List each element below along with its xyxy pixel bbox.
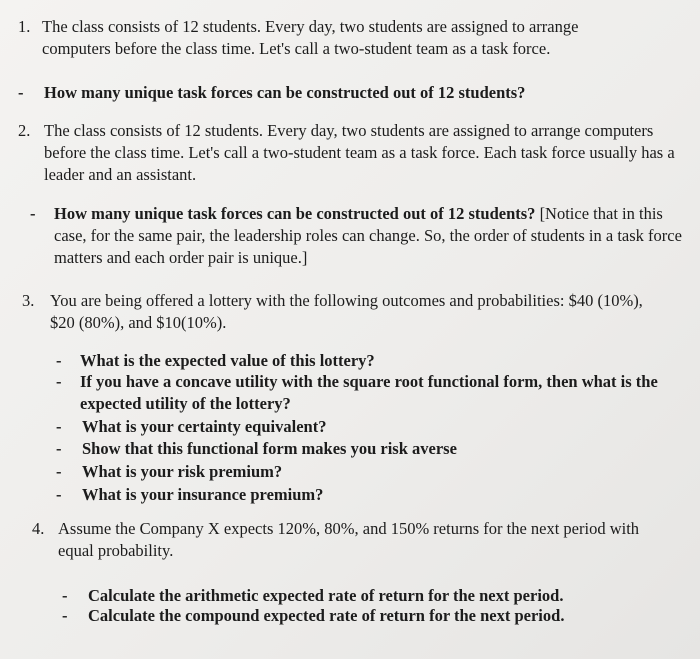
bullet-dash: - — [56, 485, 62, 504]
question-2-text: The class consists of 12 students. Every day, two students are assigned to arrange computers before the class time. Let's call a two-student team as a task force. Each task force usually has a leader and an assistant. — [44, 121, 675, 184]
question-2-bullet-1-text — [54, 203, 684, 269]
question-4-number: 4. — [32, 519, 45, 538]
bullet-dash: - — [62, 606, 68, 625]
bullet-dash: - — [56, 417, 62, 436]
question-3-bullet-5-text: What is your risk premium? — [82, 462, 283, 481]
question-3-bullet-4-text: Show that this functional form makes you risk averse — [82, 439, 457, 458]
question-1-number: 1. — [18, 17, 31, 36]
question-1-bullet-1-text: How many unique task forces can be constructed out of 12 students? — [44, 83, 526, 102]
question-2-number: 2. — [18, 121, 31, 140]
question-1 — [18, 16, 658, 62]
bullet-dash: - — [56, 439, 62, 458]
bullet-dash: - — [56, 462, 62, 481]
question-2 — [18, 120, 682, 186]
question-2-bullet-note: [Notice that in this case, for the same pair, the leadership roles can change. So, the order of students in a task force matters and each order pair is unique.] — [54, 204, 682, 267]
question-2-bullet-bold: How many unique task forces can be constructed out of 12 students? — [54, 204, 536, 223]
question-4 — [32, 518, 682, 562]
question-3-bullet-6-text: What is your insurance premium? — [82, 485, 324, 504]
bullet-dash: - — [56, 351, 62, 370]
question-4-bullet-2-text: Calculate the compound expected rate of return for the next period. — [88, 606, 565, 625]
question-3-bullet-2-text: If you have a concave utility with the square root functional form, then what is the expected utility of the lottery? — [80, 372, 658, 413]
question-3-number: 3. — [22, 291, 35, 310]
question-1-text: The class consists of 12 students. Every day, two students are assigned to arrange computers before the class time. Let's call a two-student team as a task force. — [42, 17, 579, 58]
question-3 — [22, 290, 682, 334]
question-3-bullet-3-text: What is your certainty equivalent? — [82, 417, 327, 436]
question-4-bullet-1-text: Calculate the arithmetic expected rate of return for the next period. — [88, 586, 564, 605]
question-3-text: You are being offered a lottery with the following outcomes and probabilities: $40 (10%), $20 (80%), and $10(10%). — [50, 291, 643, 332]
bullet-dash: - — [56, 372, 62, 391]
question-3-bullet-1-text: What is the expected value of this lottery? — [80, 351, 375, 370]
bullet-dash: - — [30, 204, 36, 223]
question-4-text: Assume the Company X expects 120%, 80%, and 150% returns for the next period with equal probability. — [58, 519, 640, 560]
bullet-dash: - — [62, 586, 68, 605]
bullet-dash: - — [18, 83, 24, 102]
